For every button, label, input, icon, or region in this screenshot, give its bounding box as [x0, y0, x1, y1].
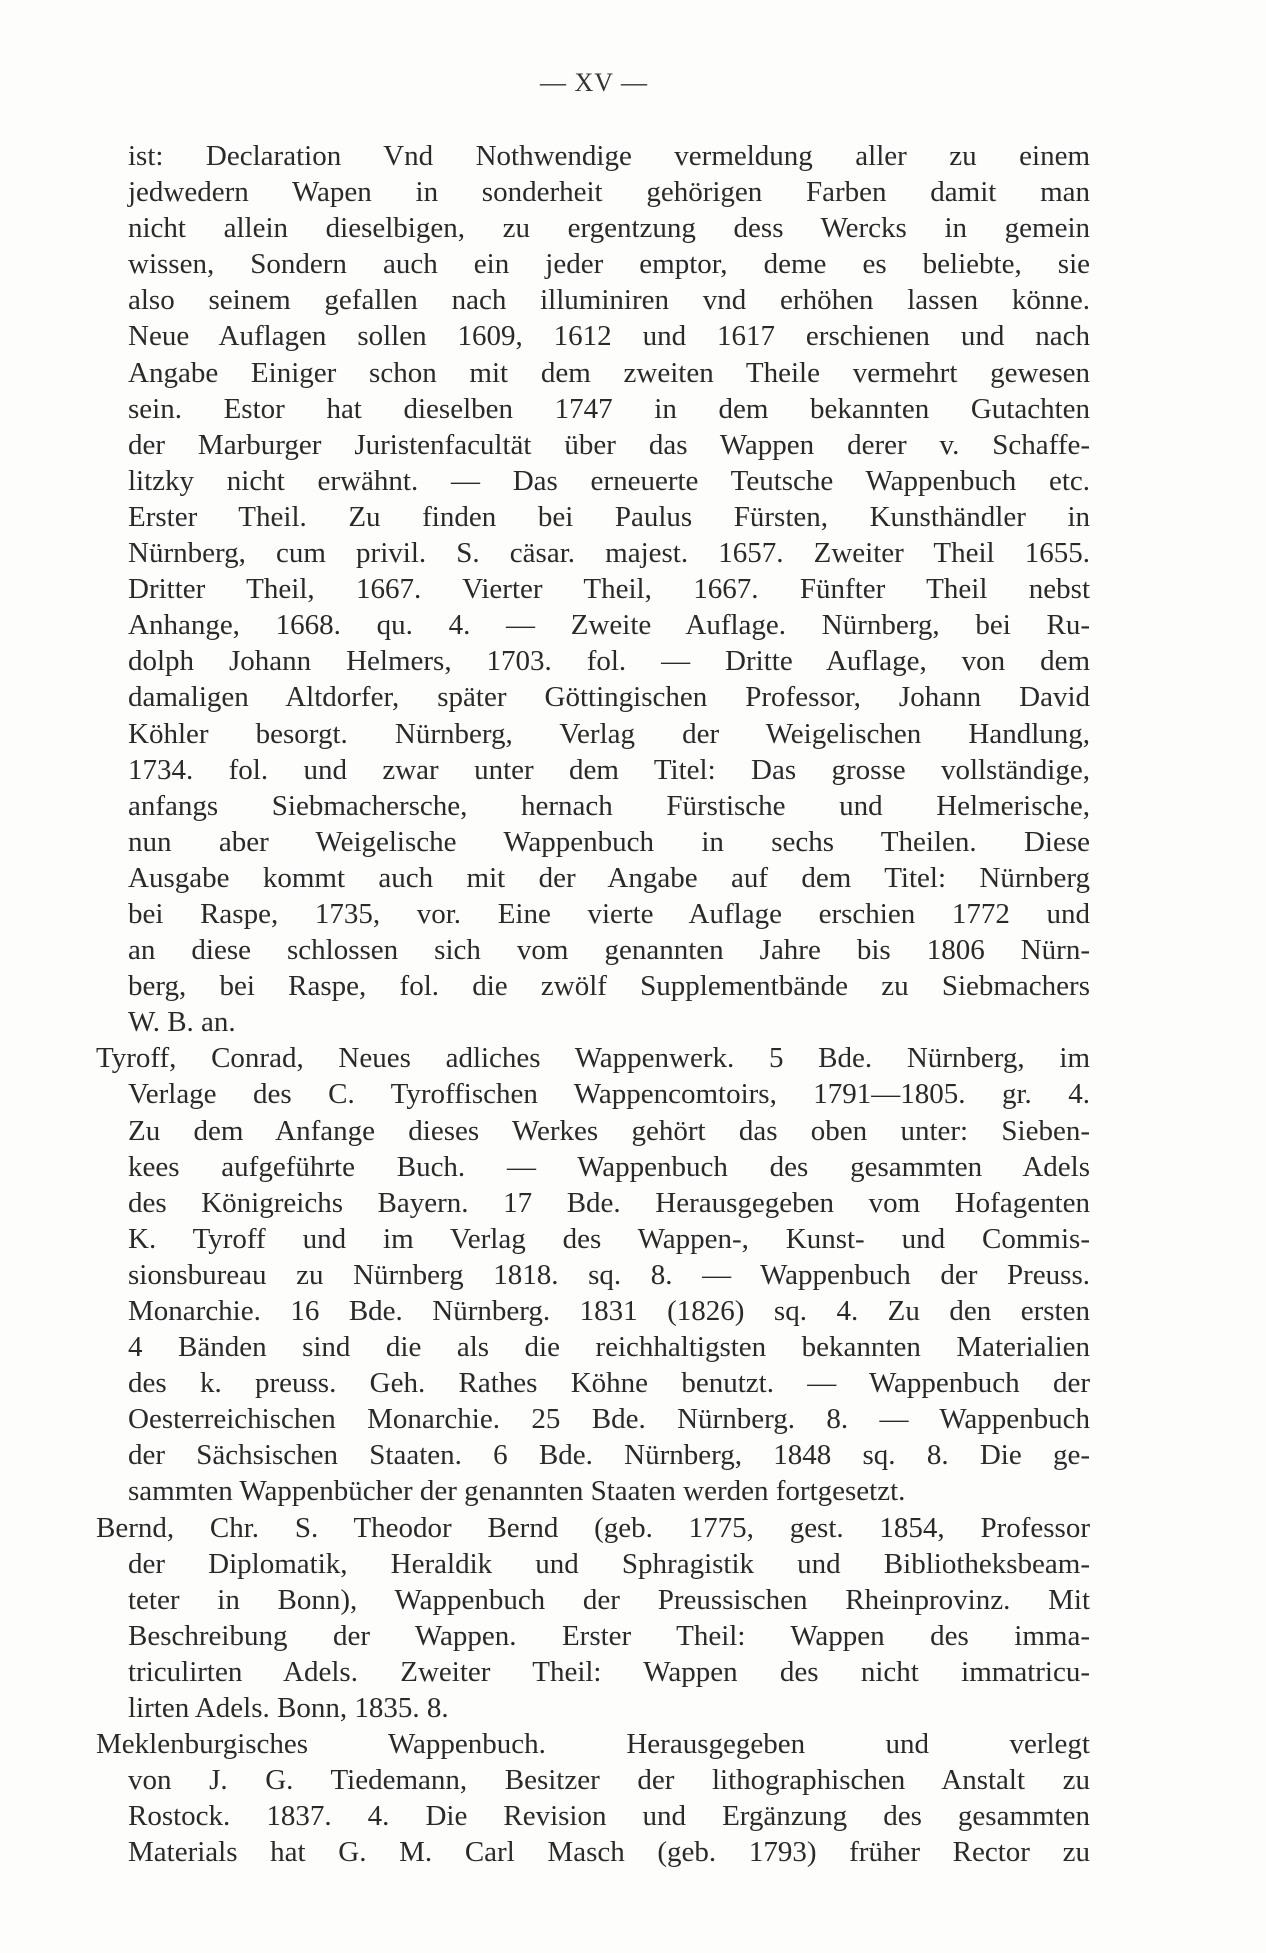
text-line: Materials hat G. M. Carl Masch (geb. 1793) früher Rector zu	[128, 1836, 1090, 1869]
text-line: 4 Bänden sind die als die reichhaltigsten bekannten Materialien	[128, 1331, 1090, 1364]
text-line: nun aber Weigelische Wappenbuch in sechs Theilen. Diese	[128, 825, 1090, 858]
text-line: Bernd, Chr. S. Theodor Bernd (geb. 1775, gest. 1854, Professor	[96, 1511, 1090, 1544]
text-line: also seinem gefallen nach illuminiren vnd erhöhen lassen könne.	[128, 284, 1090, 317]
text-line: sionsbureau zu Nürnberg 1818. sq. 8. — Wappenbuch der Preuss.	[128, 1258, 1090, 1291]
text-line: Oesterreichischen Monarchie. 25 Bde. Nürnberg. 8. — Wappenbuch	[128, 1403, 1090, 1436]
text-line: wissen, Sondern auch ein jeder emptor, deme es beliebte, sie	[128, 248, 1090, 281]
text-line: Monarchie. 16 Bde. Nürnberg. 1831 (1826) sq. 4. Zu den ersten	[128, 1295, 1090, 1327]
text-line: jedwedern Wapen in sonderheit gehörigen Farben damit man	[128, 176, 1090, 209]
text-line: der Diplomatik, Heraldik und Sphragistik und Bibliotheksbeam-	[128, 1547, 1090, 1580]
text-line: K. Tyroff und im Verlag des Wappen-, Kunst- und Commis-	[128, 1222, 1090, 1255]
text-line: kees aufgeführte Buch. — Wappenbuch des gesammten Adels	[128, 1150, 1090, 1183]
text-line: Tyroff, Conrad, Neues adliches Wappenwerk. 5 Bde. Nürnberg, im	[96, 1042, 1090, 1075]
text-line: Ausgabe kommt auch mit der Angabe auf dem Titel: Nürnberg	[128, 861, 1090, 894]
text-line: Neue Auflagen sollen 1609, 1612 und 1617 erschienen und nach	[128, 320, 1090, 353]
text-line: ist: Declaration Vnd Nothwendige vermeldung aller zu einem	[128, 140, 1090, 172]
text-line: 1734. fol. und zwar unter dem Titel: Das grosse vollständige,	[128, 753, 1090, 786]
text-line: Meklenburgisches Wappenbuch. Herausgegeben und verlegt	[96, 1728, 1090, 1761]
text-line: der Sächsischen Staaten. 6 Bde. Nürnberg, 1848 sq. 8. Die ge-	[128, 1439, 1090, 1472]
text-line: damaligen Altdorfer, später Göttingischen Professor, Johann David	[128, 681, 1090, 714]
text-line: des k. preuss. Geh. Rathes Köhne benutzt. — Wappenbuch der	[128, 1367, 1090, 1400]
text-line: sammten Wappenbücher der genannten Staaten werden fortgesetzt.	[128, 1475, 906, 1508]
text-line: litzky nicht erwähnt. — Das erneuerte Teutsche Wappenbuch etc.	[128, 464, 1090, 497]
text-line: Zu dem Anfange dieses Werkes gehört das oben unter: Sieben-	[128, 1114, 1090, 1147]
bibliography-entry	[96, 138, 1090, 1040]
text-line: triculirten Adels. Zweiter Theil: Wappen des nicht immatricu-	[128, 1655, 1090, 1688]
text-line: Rostock. 1837. 4. Die Revision und Ergänzung des gesammten	[128, 1800, 1090, 1833]
bibliography-entry	[96, 1510, 1090, 1727]
text-line: von J. G. Tiedemann, Besitzer der lithographischen Anstalt zu	[128, 1764, 1090, 1797]
page-number-header: — XV —	[539, 68, 649, 97]
text-line: teter in Bonn), Wappenbuch der Preussischen Rheinprovinz. Mit	[128, 1583, 1090, 1616]
text-line: Nürnberg, cum privil. S. cäsar. majest. 1657. Zweiter Theil 1655.	[128, 537, 1090, 570]
text-line: Dritter Theil, 1667. Vierter Theil, 1667. Fünfter Theil nebst	[128, 573, 1090, 606]
text-line: Erster Theil. Zu finden bei Paulus Fürsten, Kunsthändler in	[128, 500, 1090, 533]
text-line: Köhler besorgt. Nürnberg, Verlag der Weigelischen Handlung,	[128, 717, 1090, 750]
text-line: Anhange, 1668. qu. 4. — Zweite Auflage. Nürnberg, bei Ru-	[128, 609, 1090, 642]
bibliography-entry	[96, 1726, 1090, 1870]
text-line: bei Raspe, 1735, vor. Eine vierte Auflage erschien 1772 und	[128, 897, 1090, 930]
text-line: sein. Estor hat dieselben 1747 in dem bekannten Gutachten	[128, 392, 1090, 425]
text-line: Verlage des C. Tyroffischen Wappencomtoirs, 1791—1805. gr. 4.	[128, 1078, 1090, 1111]
text-line: der Marburger Juristenfacultät über das Wappen derer v. Schaffe-	[128, 428, 1090, 461]
text-line: anfangs Siebmachersche, hernach Fürstische und Helmerische,	[128, 789, 1090, 822]
text-line: W. B. an.	[128, 1006, 236, 1039]
text-line: dolph Johann Helmers, 1703. fol. — Dritte Auflage, von dem	[128, 645, 1090, 678]
text-line: an diese schlossen sich vom genannten Jahre bis 1806 Nürn-	[128, 934, 1090, 967]
page-text-body	[96, 138, 1090, 1871]
text-line: Beschreibung der Wappen. Erster Theil: Wappen des imma-	[128, 1619, 1090, 1652]
text-line: Angabe Einiger schon mit dem zweiten Theile vermehrt gewesen	[128, 356, 1090, 389]
text-line: berg, bei Raspe, fol. die zwölf Supplementbände zu Siebmachers	[128, 970, 1090, 1003]
text-line: lirten Adels. Bonn, 1835. 8.	[128, 1692, 449, 1725]
text-line: nicht allein dieselbigen, zu ergentzung dess Wercks in gemein	[128, 212, 1090, 245]
bibliography-entry	[96, 1040, 1090, 1509]
text-line: des Königreichs Bayern. 17 Bde. Herausgegeben vom Hofagenten	[128, 1186, 1090, 1219]
